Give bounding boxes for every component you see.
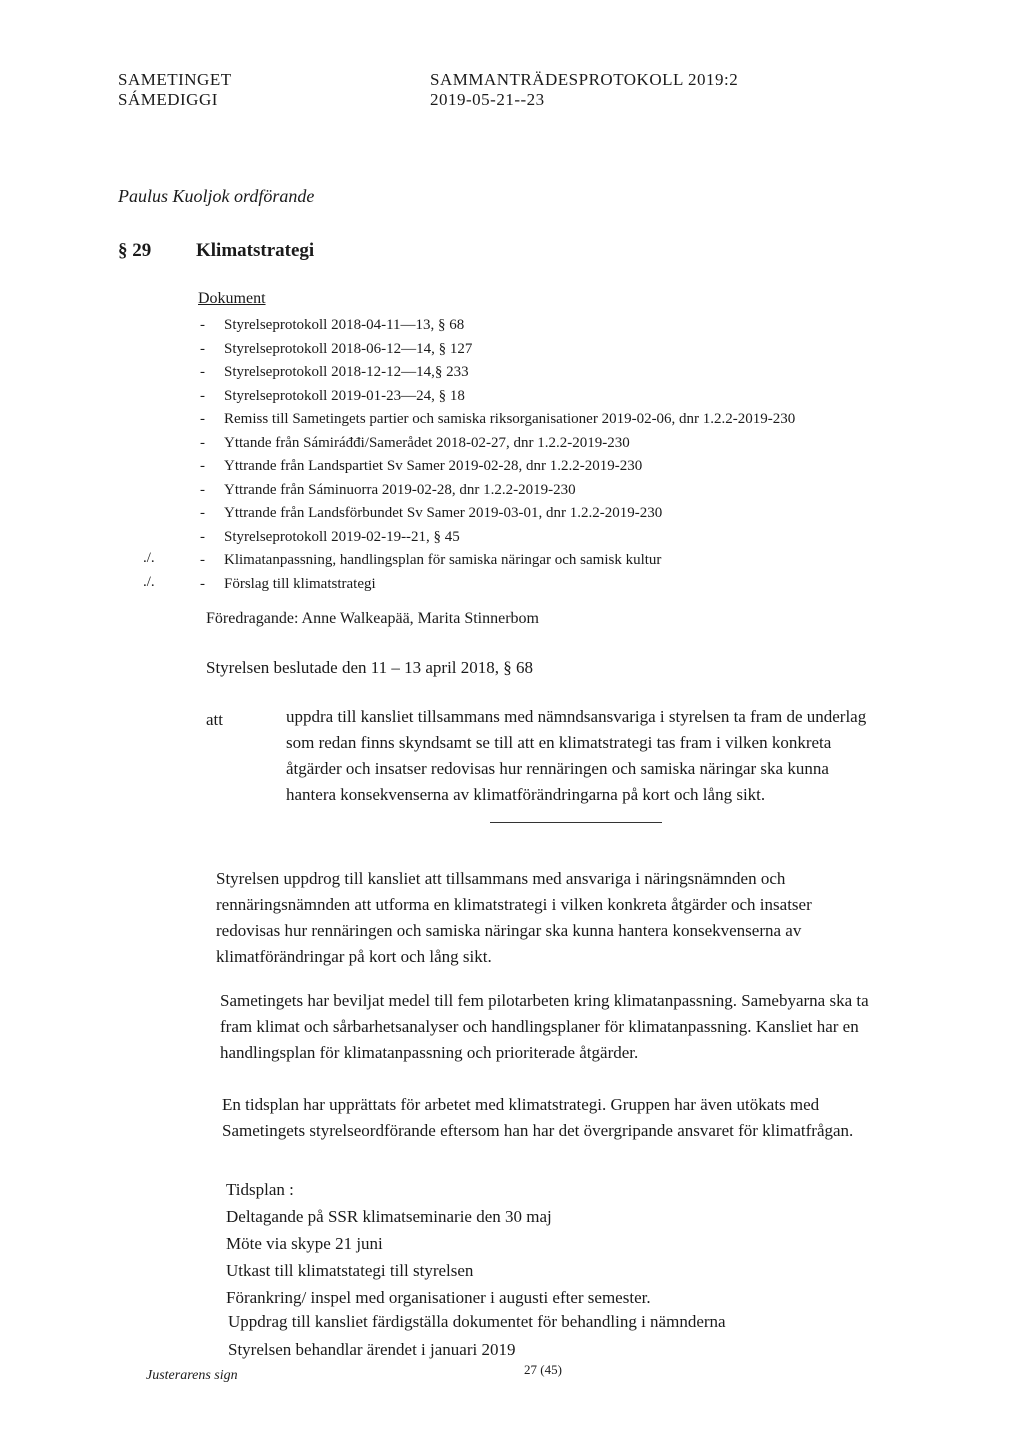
paragraph-line: klimatförändringar på kort och lång sikt. (216, 947, 492, 966)
protocol-heading (430, 70, 738, 110)
protocol-date: 2019-05-21--23 (430, 90, 545, 109)
document-item (200, 385, 980, 409)
org-name-line1: SAMETINGET (118, 70, 232, 89)
decision-intro: Styrelsen beslutade den 11 – 13 april 2018, § 68 (206, 658, 534, 677)
paragraph-line: Sametingets styrelseordförande eftersom han har det övergripande ansvaret för klimatfrågan. (222, 1121, 854, 1140)
attachment-marker: ./. (143, 574, 155, 590)
document-item-text: Yttrande från Landspartiet Sv Samer 2019-02-28, dnr 1.2.2-2019-230 (224, 458, 643, 474)
section-number: § 29 (118, 240, 152, 261)
timeline-item: Möte via skype 21 juni (226, 1234, 383, 1253)
document-item (200, 314, 980, 338)
paragraph-pilot-projects (220, 988, 869, 1066)
protocol-title: SAMMANTRÄDESPROTOKOLL 2019:2 (430, 70, 739, 89)
timeline-item: Utkast till klimatstategi till styrelsen (226, 1261, 474, 1280)
document-item (200, 479, 980, 503)
document-item-text: Yttrande från Sáminuorra 2019-02-28, dnr 1.2.2-2019-230 (224, 481, 576, 498)
list-bullet: - (200, 575, 205, 592)
list-bullet: - (200, 364, 205, 380)
list-bullet: - (200, 387, 205, 404)
paragraph-line: Sametingets har beviljat medel till fem pilotarbeten kring klimatanpassning. Samebyarna ska ta (220, 991, 869, 1010)
document-item (200, 526, 980, 550)
list-bullet: - (200, 552, 205, 568)
paragraph-schedule-intro (222, 1092, 853, 1144)
chairperson: Paulus Kuoljok ordförande (118, 186, 315, 206)
paragraph-assignment (216, 866, 812, 970)
document-item (200, 573, 980, 597)
document-list (200, 314, 980, 596)
document-item-text: Styrelseprotokoll 2018-12-12—14,§ 233 (224, 364, 469, 380)
paragraph-line: En tidsplan har upprättats för arbetet med klimatstrategi. Gruppen har även utökats med (222, 1095, 820, 1114)
section-title: Klimatstrategi (196, 240, 315, 261)
document-item (200, 455, 980, 479)
documents-heading: Dokument (198, 290, 266, 307)
divider-line (490, 822, 662, 823)
list-bullet: - (200, 458, 205, 474)
final-line: Styrelsen behandlar ärendet i januari 2019 (228, 1340, 516, 1359)
document-item-text: Remiss till Sametingets partier och samiska riksorganisationer 2019-02-06, dnr 1.2.2-2019-230 (224, 411, 796, 427)
paragraph-line: Styrelsen uppdrog till kansliet att tillsammans med ansvariga i näringsnämnden och (216, 869, 786, 888)
att-line: hantera konsekvenserna av klimatförändringarna på kort och lång sikt. (286, 785, 766, 804)
list-bullet: - (200, 434, 205, 451)
list-bullet: - (200, 317, 205, 333)
document-item-text: Styrelseprotokoll 2018-04-11—13, § 68 (224, 317, 465, 333)
list-bullet: - (200, 528, 205, 545)
document-item-text: Yttrande från Landsförbundet Sv Samer 2019-03-01, dnr 1.2.2-2019-230 (224, 505, 663, 521)
timeline-heading: Tidsplan : (226, 1180, 294, 1199)
document-item (200, 408, 980, 432)
attachment-marker: ./. (143, 550, 155, 566)
timeline-item: Deltagande på SSR klimatseminarie den 30 maj (226, 1207, 552, 1226)
att-line: åtgärder och insatser redovisas hur rennäringen och samiska näringar ska kunna (286, 759, 829, 778)
document-item (200, 432, 980, 456)
list-bullet: - (200, 505, 205, 521)
att-line: uppdra till kansliet tillsammans med nämndsansvariga i styrelsen ta fram de underlag (286, 707, 867, 726)
document-item (200, 361, 980, 385)
final-notes (228, 1308, 726, 1364)
att-label: att (206, 710, 223, 729)
final-line: Uppdrag till kansliet färdigställa dokumentet för behandling i nämnderna (228, 1312, 726, 1331)
reviewer-signature-label: Justerarens sign (146, 1368, 238, 1383)
page-number: 27 (45) (524, 1362, 562, 1377)
document-item-text: Förslag till klimatstrategi (224, 575, 376, 592)
document-item-text: Styrelseprotokoll 2018-06-12—14, § 127 (224, 340, 473, 357)
paragraph-line: redovisas hur rennäringen och samiska näringar ska kunna hantera konsekvenserna av (216, 921, 802, 940)
paragraph-line: handlingsplan för klimatanpassning och prioriterade åtgärder. (220, 1043, 639, 1062)
att-text (286, 704, 866, 808)
document-item-text: Styrelseprotokoll 2019-01-23—24, § 18 (224, 387, 465, 404)
timeline (226, 1176, 651, 1311)
paragraph-line: rennäringsnämnden att utforma en klimatstrategi i vilken konkreta åtgärder och insatser (216, 895, 812, 914)
paragraph-line: fram klimat och sårbarhetsanalyser och handlingsplaner för klimatanpassning. Kansliet har en (220, 1017, 859, 1036)
list-bullet: - (200, 411, 205, 427)
document-item (200, 338, 980, 362)
att-line: som redan finns skyndsamt se till att en klimatstrategi tas fram i vilken konkreta (286, 733, 832, 752)
document-item-text: Yttande från Sámiráđđi/Samerådet 2018-02-27, dnr 1.2.2-2019-230 (224, 434, 630, 451)
list-bullet: - (200, 481, 205, 498)
timeline-item: Förankring/ inspel med organisationer i augusti efter semester. (226, 1288, 651, 1307)
presenters: Föredragande: Anne Walkeapää, Marita Stinnerbom (206, 610, 539, 627)
document-item (200, 549, 980, 573)
document-item-text: Styrelseprotokoll 2019-02-19--21, § 45 (224, 528, 460, 545)
document-item-text: Klimatanpassning, handlingsplan för samiska näringar och samisk kultur (224, 552, 662, 568)
org-name-line2: SÁMEDIGGI (118, 90, 218, 109)
document-item (200, 502, 980, 526)
list-bullet: - (200, 340, 205, 357)
org-name (118, 70, 232, 110)
